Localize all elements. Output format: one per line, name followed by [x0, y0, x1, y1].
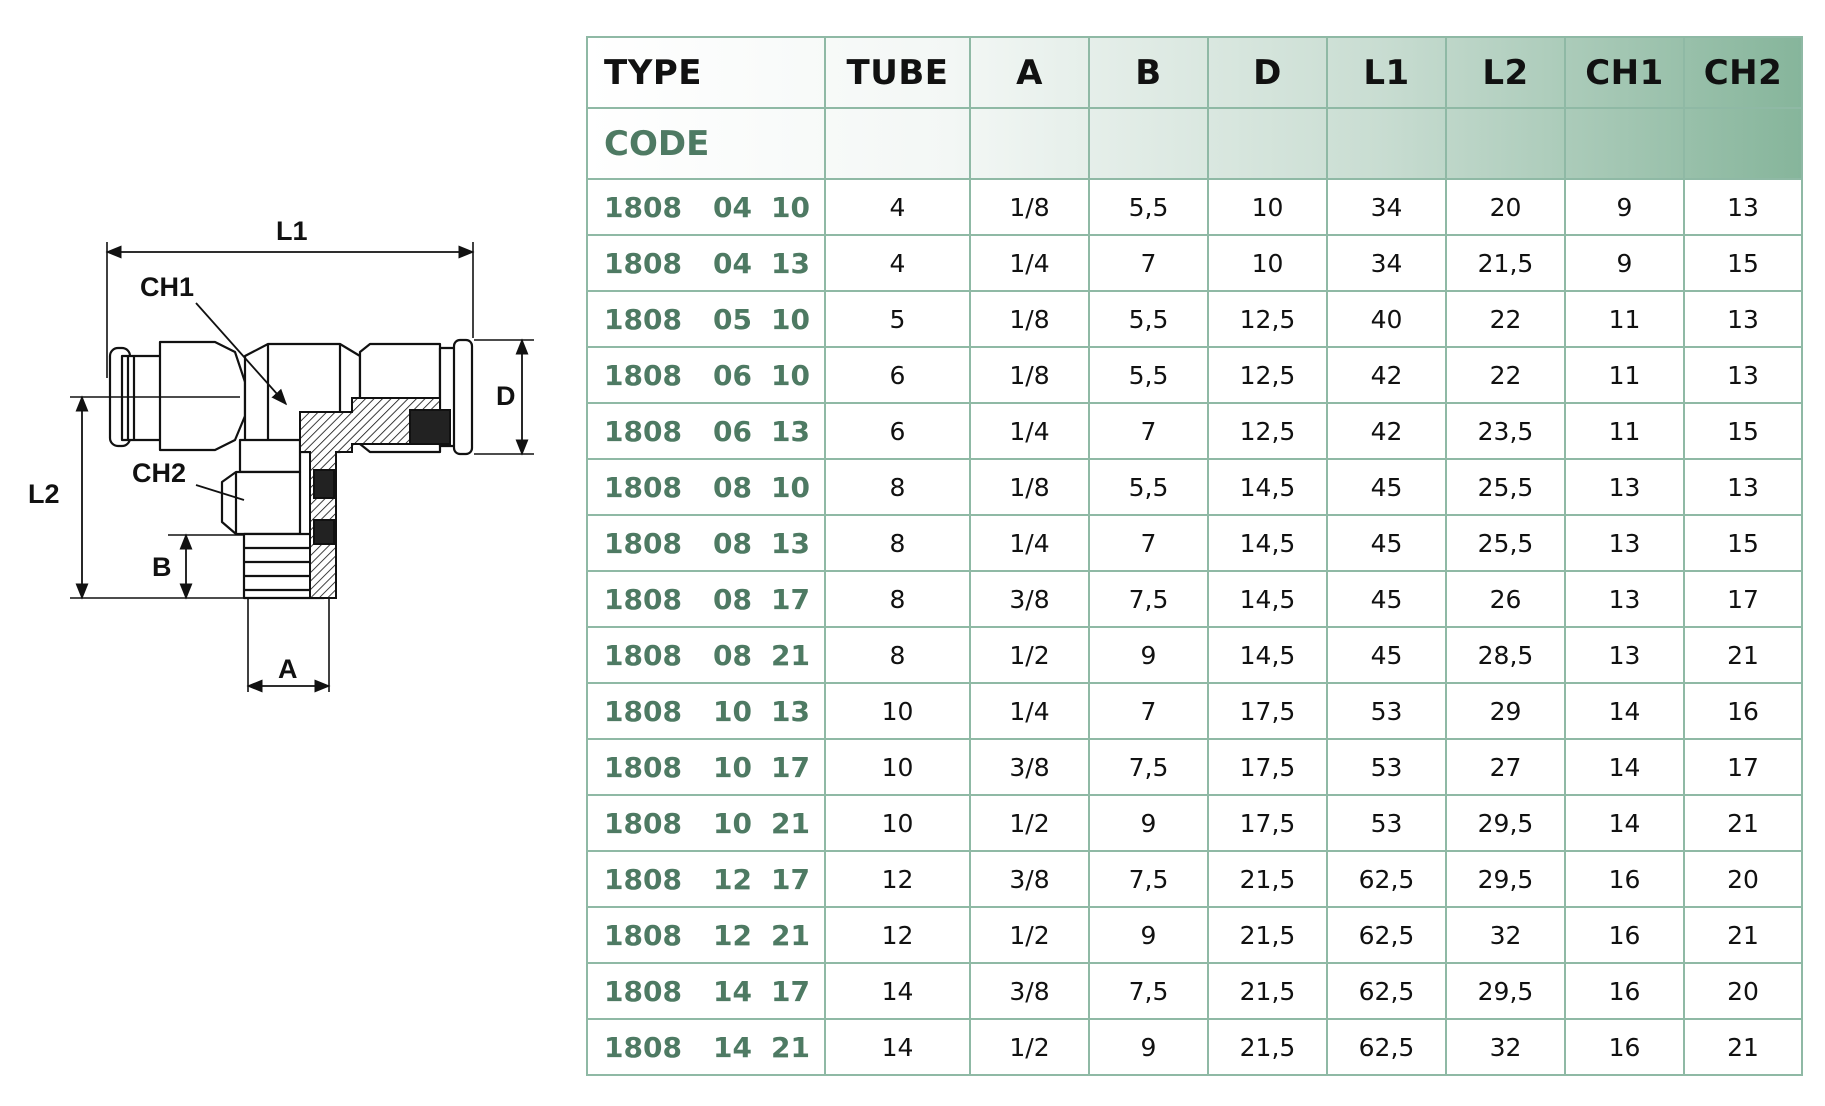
code-part: 10 [771, 190, 810, 224]
code-part: 12 [713, 862, 752, 896]
cell-ch1: 11 [1565, 291, 1684, 347]
cell-a: 1/2 [970, 907, 1089, 963]
header-empty [1684, 108, 1802, 179]
cell-tube: 12 [825, 851, 970, 907]
code-part: 1808 [604, 862, 682, 896]
code-header-row [587, 108, 1802, 179]
cell-ch2: 21 [1684, 795, 1802, 851]
cell-a: 1/4 [970, 403, 1089, 459]
table-row [587, 347, 1802, 403]
cell-tube: 4 [825, 235, 970, 291]
code-part: 17 [771, 862, 810, 896]
header-empty [1089, 108, 1208, 179]
table-row [587, 235, 1802, 291]
cell-d: 21,5 [1208, 1019, 1327, 1075]
label-ch2: CH2 [132, 458, 187, 488]
header-ch2: CH2 [1684, 37, 1802, 108]
cell-ch2: 15 [1684, 235, 1802, 291]
header-row [587, 37, 1802, 108]
cell-ch1: 16 [1565, 907, 1684, 963]
cell-d: 17,5 [1208, 795, 1327, 851]
code-part: 1808 [604, 470, 682, 504]
code-cell [587, 179, 825, 235]
code-part: 17 [771, 974, 810, 1008]
table-row [587, 179, 1802, 235]
cell-ch1: 13 [1565, 459, 1684, 515]
header-empty [1327, 108, 1446, 179]
code-part: 1808 [604, 1030, 682, 1064]
cell-l2: 22 [1446, 347, 1565, 403]
cell-ch1: 9 [1565, 179, 1684, 235]
label-d: D [496, 381, 516, 411]
code-part: 13 [771, 246, 810, 280]
cell-tube: 6 [825, 347, 970, 403]
cell-ch2: 13 [1684, 179, 1802, 235]
cell-d: 14,5 [1208, 571, 1327, 627]
table-row [587, 627, 1802, 683]
cell-l1: 53 [1327, 683, 1446, 739]
code-cell [587, 795, 825, 851]
code-part: 21 [771, 918, 810, 952]
cell-a: 1/4 [970, 683, 1089, 739]
code-cell [587, 403, 825, 459]
cell-d: 14,5 [1208, 627, 1327, 683]
code-part: 21 [771, 806, 810, 840]
table-row [587, 403, 1802, 459]
cell-b: 7 [1089, 683, 1208, 739]
cell-a: 1/8 [970, 347, 1089, 403]
code-part: 08 [713, 470, 752, 504]
table-row [587, 459, 1802, 515]
code-part: 17 [771, 750, 810, 784]
cell-ch1: 9 [1565, 235, 1684, 291]
code-cell [587, 851, 825, 907]
code-part: 1808 [604, 526, 682, 560]
code-part: 04 [713, 190, 752, 224]
cell-b: 7 [1089, 515, 1208, 571]
dimensions-table [586, 36, 1803, 1076]
cell-ch1: 11 [1565, 403, 1684, 459]
cell-d: 21,5 [1208, 851, 1327, 907]
header-code: CODE [587, 108, 825, 179]
header-b: B [1089, 37, 1208, 108]
code-cell [587, 347, 825, 403]
cell-ch2: 20 [1684, 963, 1802, 1019]
table-row [587, 571, 1802, 627]
cell-ch1: 13 [1565, 627, 1684, 683]
code-part: 1808 [604, 974, 682, 1008]
label-l1: L1 [276, 216, 308, 246]
cell-a: 1/2 [970, 627, 1089, 683]
cell-ch1: 11 [1565, 347, 1684, 403]
code-part: 1808 [604, 694, 682, 728]
code-cell [587, 627, 825, 683]
code-part: 1808 [604, 582, 682, 616]
cell-a: 3/8 [970, 851, 1089, 907]
code-part: 13 [771, 526, 810, 560]
table-row [587, 851, 1802, 907]
cell-tube: 10 [825, 683, 970, 739]
cell-l2: 29,5 [1446, 963, 1565, 1019]
cell-ch1: 14 [1565, 739, 1684, 795]
table-row [587, 739, 1802, 795]
cell-tube: 12 [825, 907, 970, 963]
code-cell [587, 571, 825, 627]
cell-l2: 21,5 [1446, 235, 1565, 291]
cell-l1: 34 [1327, 235, 1446, 291]
cell-ch1: 16 [1565, 1019, 1684, 1075]
cell-b: 5,5 [1089, 347, 1208, 403]
cell-l1: 62,5 [1327, 851, 1446, 907]
code-part: 14 [713, 974, 752, 1008]
cell-a: 1/8 [970, 459, 1089, 515]
cell-ch2: 13 [1684, 459, 1802, 515]
table-body [587, 179, 1802, 1075]
label-l2: L2 [28, 479, 60, 509]
code-cell [587, 235, 825, 291]
cell-b: 7,5 [1089, 851, 1208, 907]
cell-b: 7 [1089, 235, 1208, 291]
code-part: 10 [713, 806, 752, 840]
cell-b: 9 [1089, 1019, 1208, 1075]
cell-ch2: 16 [1684, 683, 1802, 739]
cell-tube: 5 [825, 291, 970, 347]
cell-a: 3/8 [970, 963, 1089, 1019]
cell-b: 7 [1089, 403, 1208, 459]
cell-tube: 8 [825, 571, 970, 627]
cell-ch1: 14 [1565, 683, 1684, 739]
cell-a: 3/8 [970, 571, 1089, 627]
cell-l2: 20 [1446, 179, 1565, 235]
code-part: 1808 [604, 358, 682, 392]
cell-ch2: 13 [1684, 291, 1802, 347]
cell-d: 12,5 [1208, 403, 1327, 459]
cell-l1: 53 [1327, 795, 1446, 851]
cell-ch1: 13 [1565, 515, 1684, 571]
code-part: 08 [713, 638, 752, 672]
code-part: 1808 [604, 414, 682, 448]
cell-l2: 26 [1446, 571, 1565, 627]
code-part: 06 [713, 414, 752, 448]
code-part: 1808 [604, 638, 682, 672]
cell-ch1: 13 [1565, 571, 1684, 627]
cell-l1: 45 [1327, 459, 1446, 515]
cell-ch2: 17 [1684, 571, 1802, 627]
cell-l2: 27 [1446, 739, 1565, 795]
cell-l2: 25,5 [1446, 459, 1565, 515]
cell-tube: 6 [825, 403, 970, 459]
cell-ch2: 21 [1684, 627, 1802, 683]
code-part: 1808 [604, 190, 682, 224]
header-empty [970, 108, 1089, 179]
code-part: 1808 [604, 302, 682, 336]
label-ch1: CH1 [140, 272, 195, 302]
cell-d: 21,5 [1208, 907, 1327, 963]
code-part: 08 [713, 526, 752, 560]
cell-tube: 8 [825, 627, 970, 683]
cell-l2: 29 [1446, 683, 1565, 739]
cell-ch1: 14 [1565, 795, 1684, 851]
table-row [587, 1019, 1802, 1075]
cell-l1: 62,5 [1327, 907, 1446, 963]
cell-l1: 34 [1327, 179, 1446, 235]
code-part: 14 [713, 1030, 752, 1064]
code-cell [587, 907, 825, 963]
code-part: 05 [713, 302, 752, 336]
cell-l2: 28,5 [1446, 627, 1565, 683]
cell-l1: 45 [1327, 571, 1446, 627]
code-part: 13 [771, 414, 810, 448]
label-a: A [278, 654, 298, 684]
cell-l2: 32 [1446, 907, 1565, 963]
cell-l1: 62,5 [1327, 963, 1446, 1019]
header-empty [825, 108, 970, 179]
header-l2: L2 [1446, 37, 1565, 108]
code-part: 10 [713, 694, 752, 728]
cell-ch2: 21 [1684, 907, 1802, 963]
cell-d: 14,5 [1208, 515, 1327, 571]
table-row [587, 515, 1802, 571]
code-part: 10 [771, 470, 810, 504]
cell-ch2: 20 [1684, 851, 1802, 907]
code-part: 21 [771, 638, 810, 672]
code-cell [587, 1019, 825, 1075]
code-cell [587, 963, 825, 1019]
code-part: 17 [771, 582, 810, 616]
table-row [587, 795, 1802, 851]
header-ch1: CH1 [1565, 37, 1684, 108]
code-part: 13 [771, 694, 810, 728]
label-b: B [152, 552, 172, 582]
cell-d: 10 [1208, 235, 1327, 291]
cell-b: 9 [1089, 907, 1208, 963]
table-row [587, 907, 1802, 963]
cell-b: 5,5 [1089, 179, 1208, 235]
cell-ch2: 13 [1684, 347, 1802, 403]
cell-l1: 42 [1327, 403, 1446, 459]
cell-a: 1/2 [970, 795, 1089, 851]
fitting-diagram [0, 0, 560, 1106]
table-row [587, 963, 1802, 1019]
cell-b: 7,5 [1089, 963, 1208, 1019]
header-a: A [970, 37, 1089, 108]
header-l1: L1 [1327, 37, 1446, 108]
code-cell [587, 515, 825, 571]
cell-tube: 4 [825, 179, 970, 235]
code-cell [587, 291, 825, 347]
cell-d: 14,5 [1208, 459, 1327, 515]
cell-l1: 42 [1327, 347, 1446, 403]
code-part: 06 [713, 358, 752, 392]
code-part: 08 [713, 582, 752, 616]
cell-b: 5,5 [1089, 459, 1208, 515]
cell-b: 9 [1089, 795, 1208, 851]
cell-a: 1/8 [970, 291, 1089, 347]
cell-l2: 23,5 [1446, 403, 1565, 459]
cell-d: 12,5 [1208, 291, 1327, 347]
cell-l2: 32 [1446, 1019, 1565, 1075]
cell-tube: 8 [825, 515, 970, 571]
code-part: 10 [713, 750, 752, 784]
code-part: 12 [713, 918, 752, 952]
cell-d: 17,5 [1208, 683, 1327, 739]
code-cell [587, 739, 825, 795]
code-part: 1808 [604, 918, 682, 952]
cell-b: 5,5 [1089, 291, 1208, 347]
cell-b: 9 [1089, 627, 1208, 683]
table-row [587, 291, 1802, 347]
cell-ch2: 17 [1684, 739, 1802, 795]
code-part: 10 [771, 302, 810, 336]
section-cutaway [300, 398, 450, 598]
cell-ch2: 15 [1684, 515, 1802, 571]
cell-tube: 14 [825, 963, 970, 1019]
cell-a: 1/4 [970, 515, 1089, 571]
cell-tube: 10 [825, 739, 970, 795]
code-part: 1808 [604, 246, 682, 280]
cell-ch1: 16 [1565, 851, 1684, 907]
code-part: 04 [713, 246, 752, 280]
cell-d: 10 [1208, 179, 1327, 235]
code-part: 21 [771, 1030, 810, 1064]
cell-a: 1/8 [970, 179, 1089, 235]
code-cell [587, 683, 825, 739]
code-part: 1808 [604, 806, 682, 840]
cell-l1: 53 [1327, 739, 1446, 795]
table-row [587, 683, 1802, 739]
cell-b: 7,5 [1089, 571, 1208, 627]
cell-ch2: 21 [1684, 1019, 1802, 1075]
cell-tube: 8 [825, 459, 970, 515]
cell-ch1: 16 [1565, 963, 1684, 1019]
code-part: 1808 [604, 750, 682, 784]
cell-a: 3/8 [970, 739, 1089, 795]
cell-ch2: 15 [1684, 403, 1802, 459]
cell-l2: 29,5 [1446, 795, 1565, 851]
cell-l2: 25,5 [1446, 515, 1565, 571]
header-type: TYPE [587, 37, 825, 108]
cell-d: 17,5 [1208, 739, 1327, 795]
cell-b: 7,5 [1089, 739, 1208, 795]
cell-d: 21,5 [1208, 963, 1327, 1019]
header-empty [1565, 108, 1684, 179]
header-tube: TUBE [825, 37, 970, 108]
cell-a: 1/2 [970, 1019, 1089, 1075]
cell-l1: 45 [1327, 627, 1446, 683]
header-empty [1446, 108, 1565, 179]
code-cell [587, 459, 825, 515]
header-d: D [1208, 37, 1327, 108]
cell-l1: 62,5 [1327, 1019, 1446, 1075]
cell-tube: 10 [825, 795, 970, 851]
cell-l1: 40 [1327, 291, 1446, 347]
header-empty [1208, 108, 1327, 179]
cell-a: 1/4 [970, 235, 1089, 291]
cell-l2: 29,5 [1446, 851, 1565, 907]
cell-l1: 45 [1327, 515, 1446, 571]
cell-tube: 14 [825, 1019, 970, 1075]
code-part: 10 [771, 358, 810, 392]
cell-l2: 22 [1446, 291, 1565, 347]
cell-d: 12,5 [1208, 347, 1327, 403]
